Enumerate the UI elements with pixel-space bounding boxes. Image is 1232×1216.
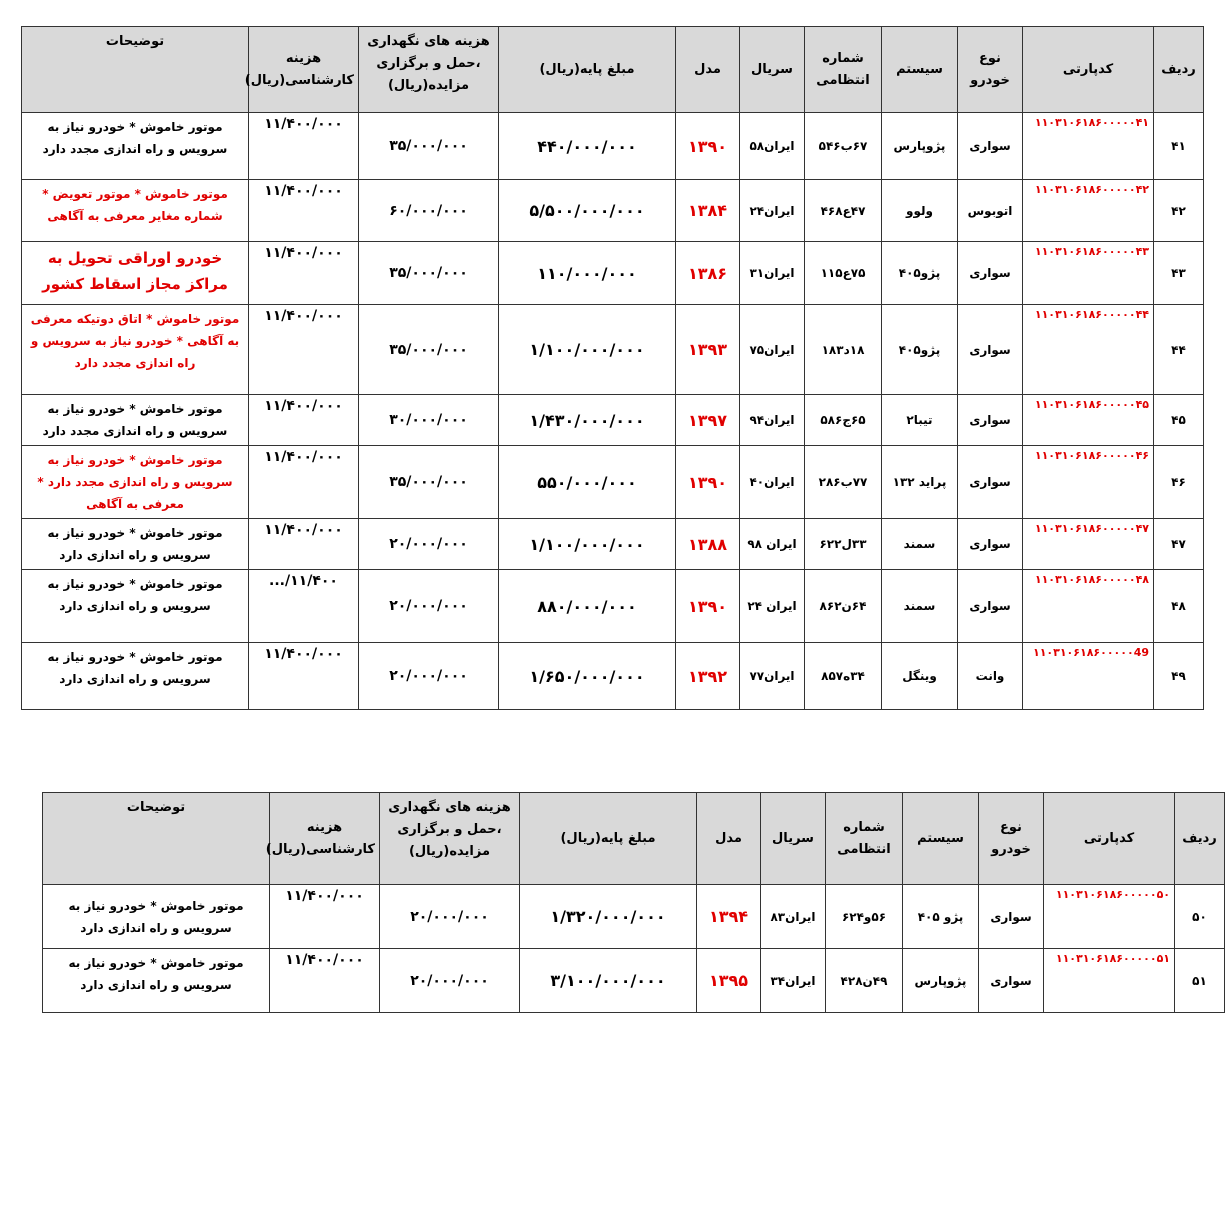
cell-serial: ایران ۹۸ xyxy=(740,519,805,570)
cell-karshenasi: ۱۱/۴۰۰/۰۰۰ xyxy=(249,519,359,570)
cell-shomare: ۳۳ل۶۲۲ xyxy=(805,519,882,570)
header-radif: ردیف xyxy=(1175,793,1225,885)
cell-noe: وانت xyxy=(958,643,1023,710)
cell-karshenasi: ۱۱/۴۰۰/۰۰۰ xyxy=(249,643,359,710)
cell-system: پژو۴۰۵ xyxy=(882,305,958,395)
cell-serial: ایران۳۴ xyxy=(761,949,826,1013)
cell-kodparti: ۱۱۰۳۱۰۶۱۸۶۰۰۰۰۰۴۶ xyxy=(1023,446,1154,519)
cell-negahdari: ۳۵/۰۰۰/۰۰۰ xyxy=(359,305,499,395)
cell-tozihat: موتور خاموش * خودرو نیاز به سرویس و راه اندازی دارد xyxy=(43,949,270,1013)
cell-tozihat: موتور خاموش * موتور تعویض * شماره مغایر معرفی به آگاهی xyxy=(22,180,249,242)
cell-kodparti: ۱۱۰۳۱۰۶۱۸۶۰۰۰۰۰۴۸ xyxy=(1023,570,1154,643)
header-row xyxy=(43,793,1225,885)
cell-karshenasi: ۱۱/۴۰۰/۰۰۰ xyxy=(270,885,380,949)
header-shomare: شماره انتظامی xyxy=(826,793,903,885)
cell-tozihat: خودرو اوراقی تحویل به مراکز مجاز اسقاط کشور xyxy=(22,242,249,305)
cell-model: ۱۳۹۵ xyxy=(697,949,761,1013)
cell-model: ۱۳۹۳ xyxy=(676,305,740,395)
header-negahdari: هزینه های نگهداری ،حمل و برگزاری مزایده(ریال) xyxy=(380,793,520,885)
header-model: مدل xyxy=(676,27,740,113)
cell-noe: اتوبوس xyxy=(958,180,1023,242)
cell-radif: ۴۱ xyxy=(1154,113,1204,180)
cell-noe: سواری xyxy=(958,113,1023,180)
cell-negahdari: ۲۰/۰۰۰/۰۰۰ xyxy=(359,643,499,710)
cell-radif: ۴۸ xyxy=(1154,570,1204,643)
cell-shomare: ۷۵ع۱۱۵ xyxy=(805,242,882,305)
table-row xyxy=(22,242,1204,305)
header-model: مدل xyxy=(697,793,761,885)
cell-karshenasi: ۱۱/۴۰۰/... xyxy=(249,570,359,643)
cell-serial: ایران۲۴ xyxy=(740,180,805,242)
table-row xyxy=(43,949,1225,1013)
header-tozihat: توضیحات xyxy=(43,793,270,885)
cell-serial: ایران۳۱ xyxy=(740,242,805,305)
cell-radif: ۴۶ xyxy=(1154,446,1204,519)
cell-noe: سواری xyxy=(979,949,1044,1013)
cell-serial: ایران۴۰ xyxy=(740,446,805,519)
cell-shomare: ۶۷ب۵۴۶ xyxy=(805,113,882,180)
cell-tozihat: موتور خاموش * خودرو نیاز به سرویس و راه اندازی مجدد دارد * معرفی به آگاهی xyxy=(22,446,249,519)
cell-kodparti: ۱۱۰۳۱۰۶۱۸۶۰۰۰۰۰۵۱ xyxy=(1044,949,1175,1013)
cell-kodparti: ۱۱۰۳۱۰۶۱۸۶۰۰۰۰۰۴۱ xyxy=(1023,113,1154,180)
cell-kodparti: ۱۱۰۳۱۰۶۱۸۶۰۰۰۰۰49 xyxy=(1023,643,1154,710)
cell-model: ۱۳۹۰ xyxy=(676,113,740,180)
cell-mablagh: ۱/۱۰۰/۰۰۰/۰۰۰ xyxy=(499,519,676,570)
cell-noe: سواری xyxy=(958,446,1023,519)
cell-mablagh: ۱/۱۰۰/۰۰۰/۰۰۰ xyxy=(499,305,676,395)
cell-tozihat: موتور خاموش * اتاق دوتیکه معرفی به آگاهی * خودرو نیاز به سرویس و راه اندازی مجدد دارد xyxy=(22,305,249,395)
header-negahdari: هزینه های نگهداری ،حمل و برگزاری مزایده(ریال) xyxy=(359,27,499,113)
cell-radif: ۵۱ xyxy=(1175,949,1225,1013)
cell-noe: سواری xyxy=(958,242,1023,305)
cell-shomare: ۴۹ن۴۲۸ xyxy=(826,949,903,1013)
cell-radif: ۴۴ xyxy=(1154,305,1204,395)
cell-model: ۱۳۹۰ xyxy=(676,446,740,519)
header-karshenasi: هزینه کارشناسی(ریال) xyxy=(270,793,380,885)
cell-radif: ۴۷ xyxy=(1154,519,1204,570)
cell-negahdari: ۳۰/۰۰۰/۰۰۰ xyxy=(359,395,499,446)
cell-kodparti: ۱۱۰۳۱۰۶۱۸۶۰۰۰۰۰۴۵ xyxy=(1023,395,1154,446)
cell-negahdari: ۳۵/۰۰۰/۰۰۰ xyxy=(359,446,499,519)
cell-negahdari: ۳۵/۰۰۰/۰۰۰ xyxy=(359,242,499,305)
cell-mablagh: ۱/۴۳۰/۰۰۰/۰۰۰ xyxy=(499,395,676,446)
cell-system: پژوپارس xyxy=(882,113,958,180)
cell-karshenasi: ۱۱/۴۰۰/۰۰۰ xyxy=(249,113,359,180)
cell-shomare: ۵۶و۶۲۴ xyxy=(826,885,903,949)
cell-model: ۱۳۹۷ xyxy=(676,395,740,446)
cell-tozihat: موتور خاموش * خودرو نیاز به سرویس و راه اندازی دارد xyxy=(22,519,249,570)
cell-noe: سواری xyxy=(958,570,1023,643)
cell-serial: ایران۹۴ xyxy=(740,395,805,446)
cell-mablagh: ۵۵۰/۰۰۰/۰۰۰ xyxy=(499,446,676,519)
cell-radif: ۴۵ xyxy=(1154,395,1204,446)
cell-system: وینگل xyxy=(882,643,958,710)
header-noe: نوع خودرو xyxy=(979,793,1044,885)
header-mablagh: مبلغ پایه(ریال) xyxy=(520,793,697,885)
header-serial: سریال xyxy=(761,793,826,885)
cell-tozihat: موتور خاموش * خودرو نیاز به سرویس و راه اندازی دارد xyxy=(22,570,249,643)
cell-kodparti: ۱۱۰۳۱۰۶۱۸۶۰۰۰۰۰۴۴ xyxy=(1023,305,1154,395)
cell-model: ۱۳۸۸ xyxy=(676,519,740,570)
cell-noe: سواری xyxy=(958,395,1023,446)
cell-shomare: ۴۷ع۴۶۸ xyxy=(805,180,882,242)
cell-mablagh: ۸۸۰/۰۰۰/۰۰۰ xyxy=(499,570,676,643)
cell-noe: سواری xyxy=(958,519,1023,570)
cell-tozihat: موتور خاموش * خودرو نیاز به سرویس و راه اندازی دارد xyxy=(22,643,249,710)
cell-mablagh: ۱/۶۵۰/۰۰۰/۰۰۰ xyxy=(499,643,676,710)
cell-negahdari: ۶۰/۰۰۰/۰۰۰ xyxy=(359,180,499,242)
cell-system: پژوپارس xyxy=(903,949,979,1013)
cell-radif: ۴۲ xyxy=(1154,180,1204,242)
header-noe: نوع خودرو xyxy=(958,27,1023,113)
cell-negahdari: ۲۰/۰۰۰/۰۰۰ xyxy=(380,949,520,1013)
cell-serial: ایران۷۵ xyxy=(740,305,805,395)
cell-kodparti: ۱۱۰۳۱۰۶۱۸۶۰۰۰۰۰۵۰ xyxy=(1044,885,1175,949)
table-row xyxy=(22,180,1204,242)
cell-system: تیبا۲ xyxy=(882,395,958,446)
cell-shomare: ۶۴ن۸۶۲ xyxy=(805,570,882,643)
cell-kodparti: ۱۱۰۳۱۰۶۱۸۶۰۰۰۰۰۴۲ xyxy=(1023,180,1154,242)
header-row xyxy=(22,27,1204,113)
table-row xyxy=(22,395,1204,446)
header-system: سیستم xyxy=(882,27,958,113)
cell-noe: سواری xyxy=(958,305,1023,395)
cell-kodparti: ۱۱۰۳۱۰۶۱۸۶۰۰۰۰۰۴۳ xyxy=(1023,242,1154,305)
cell-serial: ایران ۲۴ xyxy=(740,570,805,643)
table-row xyxy=(22,570,1204,643)
cell-serial: ایران۷۷ xyxy=(740,643,805,710)
header-mablagh: مبلغ پایه(ریال) xyxy=(499,27,676,113)
cell-shomare: ۷۷ب۲۸۶ xyxy=(805,446,882,519)
cell-mablagh: ۵/۵۰۰/۰۰۰/۰۰۰ xyxy=(499,180,676,242)
cell-karshenasi: ۱۱/۴۰۰/۰۰۰ xyxy=(249,242,359,305)
cell-shomare: ۳۴ه۸۵۷ xyxy=(805,643,882,710)
vehicle-table-2 xyxy=(42,792,1225,1013)
cell-kodparti: ۱۱۰۳۱۰۶۱۸۶۰۰۰۰۰۴۷ xyxy=(1023,519,1154,570)
cell-mablagh: ۴۴۰/۰۰۰/۰۰۰ xyxy=(499,113,676,180)
table-row xyxy=(22,113,1204,180)
cell-karshenasi: ۱۱/۴۰۰/۰۰۰ xyxy=(249,446,359,519)
cell-mablagh: ۳/۱۰۰/۰۰۰/۰۰۰ xyxy=(520,949,697,1013)
cell-tozihat: موتور خاموش * خودرو نیاز به سرویس و راه اندازی دارد xyxy=(43,885,270,949)
cell-radif: ۴۳ xyxy=(1154,242,1204,305)
header-karshenasi: هزینه کارشناسی(ریال) xyxy=(249,27,359,113)
table-row xyxy=(43,885,1225,949)
cell-model: ۱۳۸۶ xyxy=(676,242,740,305)
cell-model: ۱۳۹۲ xyxy=(676,643,740,710)
vehicle-table-1 xyxy=(21,26,1204,710)
table-row xyxy=(22,643,1204,710)
header-system: سیستم xyxy=(903,793,979,885)
cell-negahdari: ۲۰/۰۰۰/۰۰۰ xyxy=(359,519,499,570)
cell-system: پژو ۴۰۵ xyxy=(903,885,979,949)
header-shomare: شماره انتظامی xyxy=(805,27,882,113)
cell-radif: ۵۰ xyxy=(1175,885,1225,949)
cell-serial: ایران۸۳ xyxy=(761,885,826,949)
header-tozihat: توضیحات xyxy=(22,27,249,113)
cell-system: سمند xyxy=(882,519,958,570)
cell-tozihat: موتور خاموش * خودرو نیاز به سرویس و راه اندازی مجدد دارد xyxy=(22,395,249,446)
cell-noe: سواری xyxy=(979,885,1044,949)
table-row xyxy=(22,305,1204,395)
cell-radif: ۴۹ xyxy=(1154,643,1204,710)
cell-shomare: ۱۸د۱۸۳ xyxy=(805,305,882,395)
cell-system: ولوو xyxy=(882,180,958,242)
table-row xyxy=(22,519,1204,570)
header-radif: ردیف xyxy=(1154,27,1204,113)
cell-karshenasi: ۱۱/۴۰۰/۰۰۰ xyxy=(270,949,380,1013)
header-serial: سریال xyxy=(740,27,805,113)
cell-system: پژو۴۰۵ xyxy=(882,242,958,305)
cell-system: پراید ۱۳۲ xyxy=(882,446,958,519)
cell-negahdari: ۲۰/۰۰۰/۰۰۰ xyxy=(380,885,520,949)
cell-model: ۱۳۸۴ xyxy=(676,180,740,242)
cell-negahdari: ۲۰/۰۰۰/۰۰۰ xyxy=(359,570,499,643)
cell-model: ۱۳۹۰ xyxy=(676,570,740,643)
cell-tozihat: موتور خاموش * خودرو نیاز به سرویس و راه اندازی مجدد دارد xyxy=(22,113,249,180)
cell-shomare: ۶۵ج۵۸۶ xyxy=(805,395,882,446)
cell-mablagh: ۱۱۰/۰۰۰/۰۰۰ xyxy=(499,242,676,305)
cell-karshenasi: ۱۱/۴۰۰/۰۰۰ xyxy=(249,305,359,395)
cell-karshenasi: ۱۱/۴۰۰/۰۰۰ xyxy=(249,395,359,446)
cell-karshenasi: ۱۱/۴۰۰/۰۰۰ xyxy=(249,180,359,242)
header-kodparti: کدپارتی xyxy=(1023,27,1154,113)
header-kodparti: کدپارتی xyxy=(1044,793,1175,885)
table-row xyxy=(22,446,1204,519)
cell-negahdari: ۳۵/۰۰۰/۰۰۰ xyxy=(359,113,499,180)
cell-system: سمند xyxy=(882,570,958,643)
cell-serial: ایران۵۸ xyxy=(740,113,805,180)
cell-model: ۱۳۹۴ xyxy=(697,885,761,949)
cell-mablagh: ۱/۳۲۰/۰۰۰/۰۰۰ xyxy=(520,885,697,949)
